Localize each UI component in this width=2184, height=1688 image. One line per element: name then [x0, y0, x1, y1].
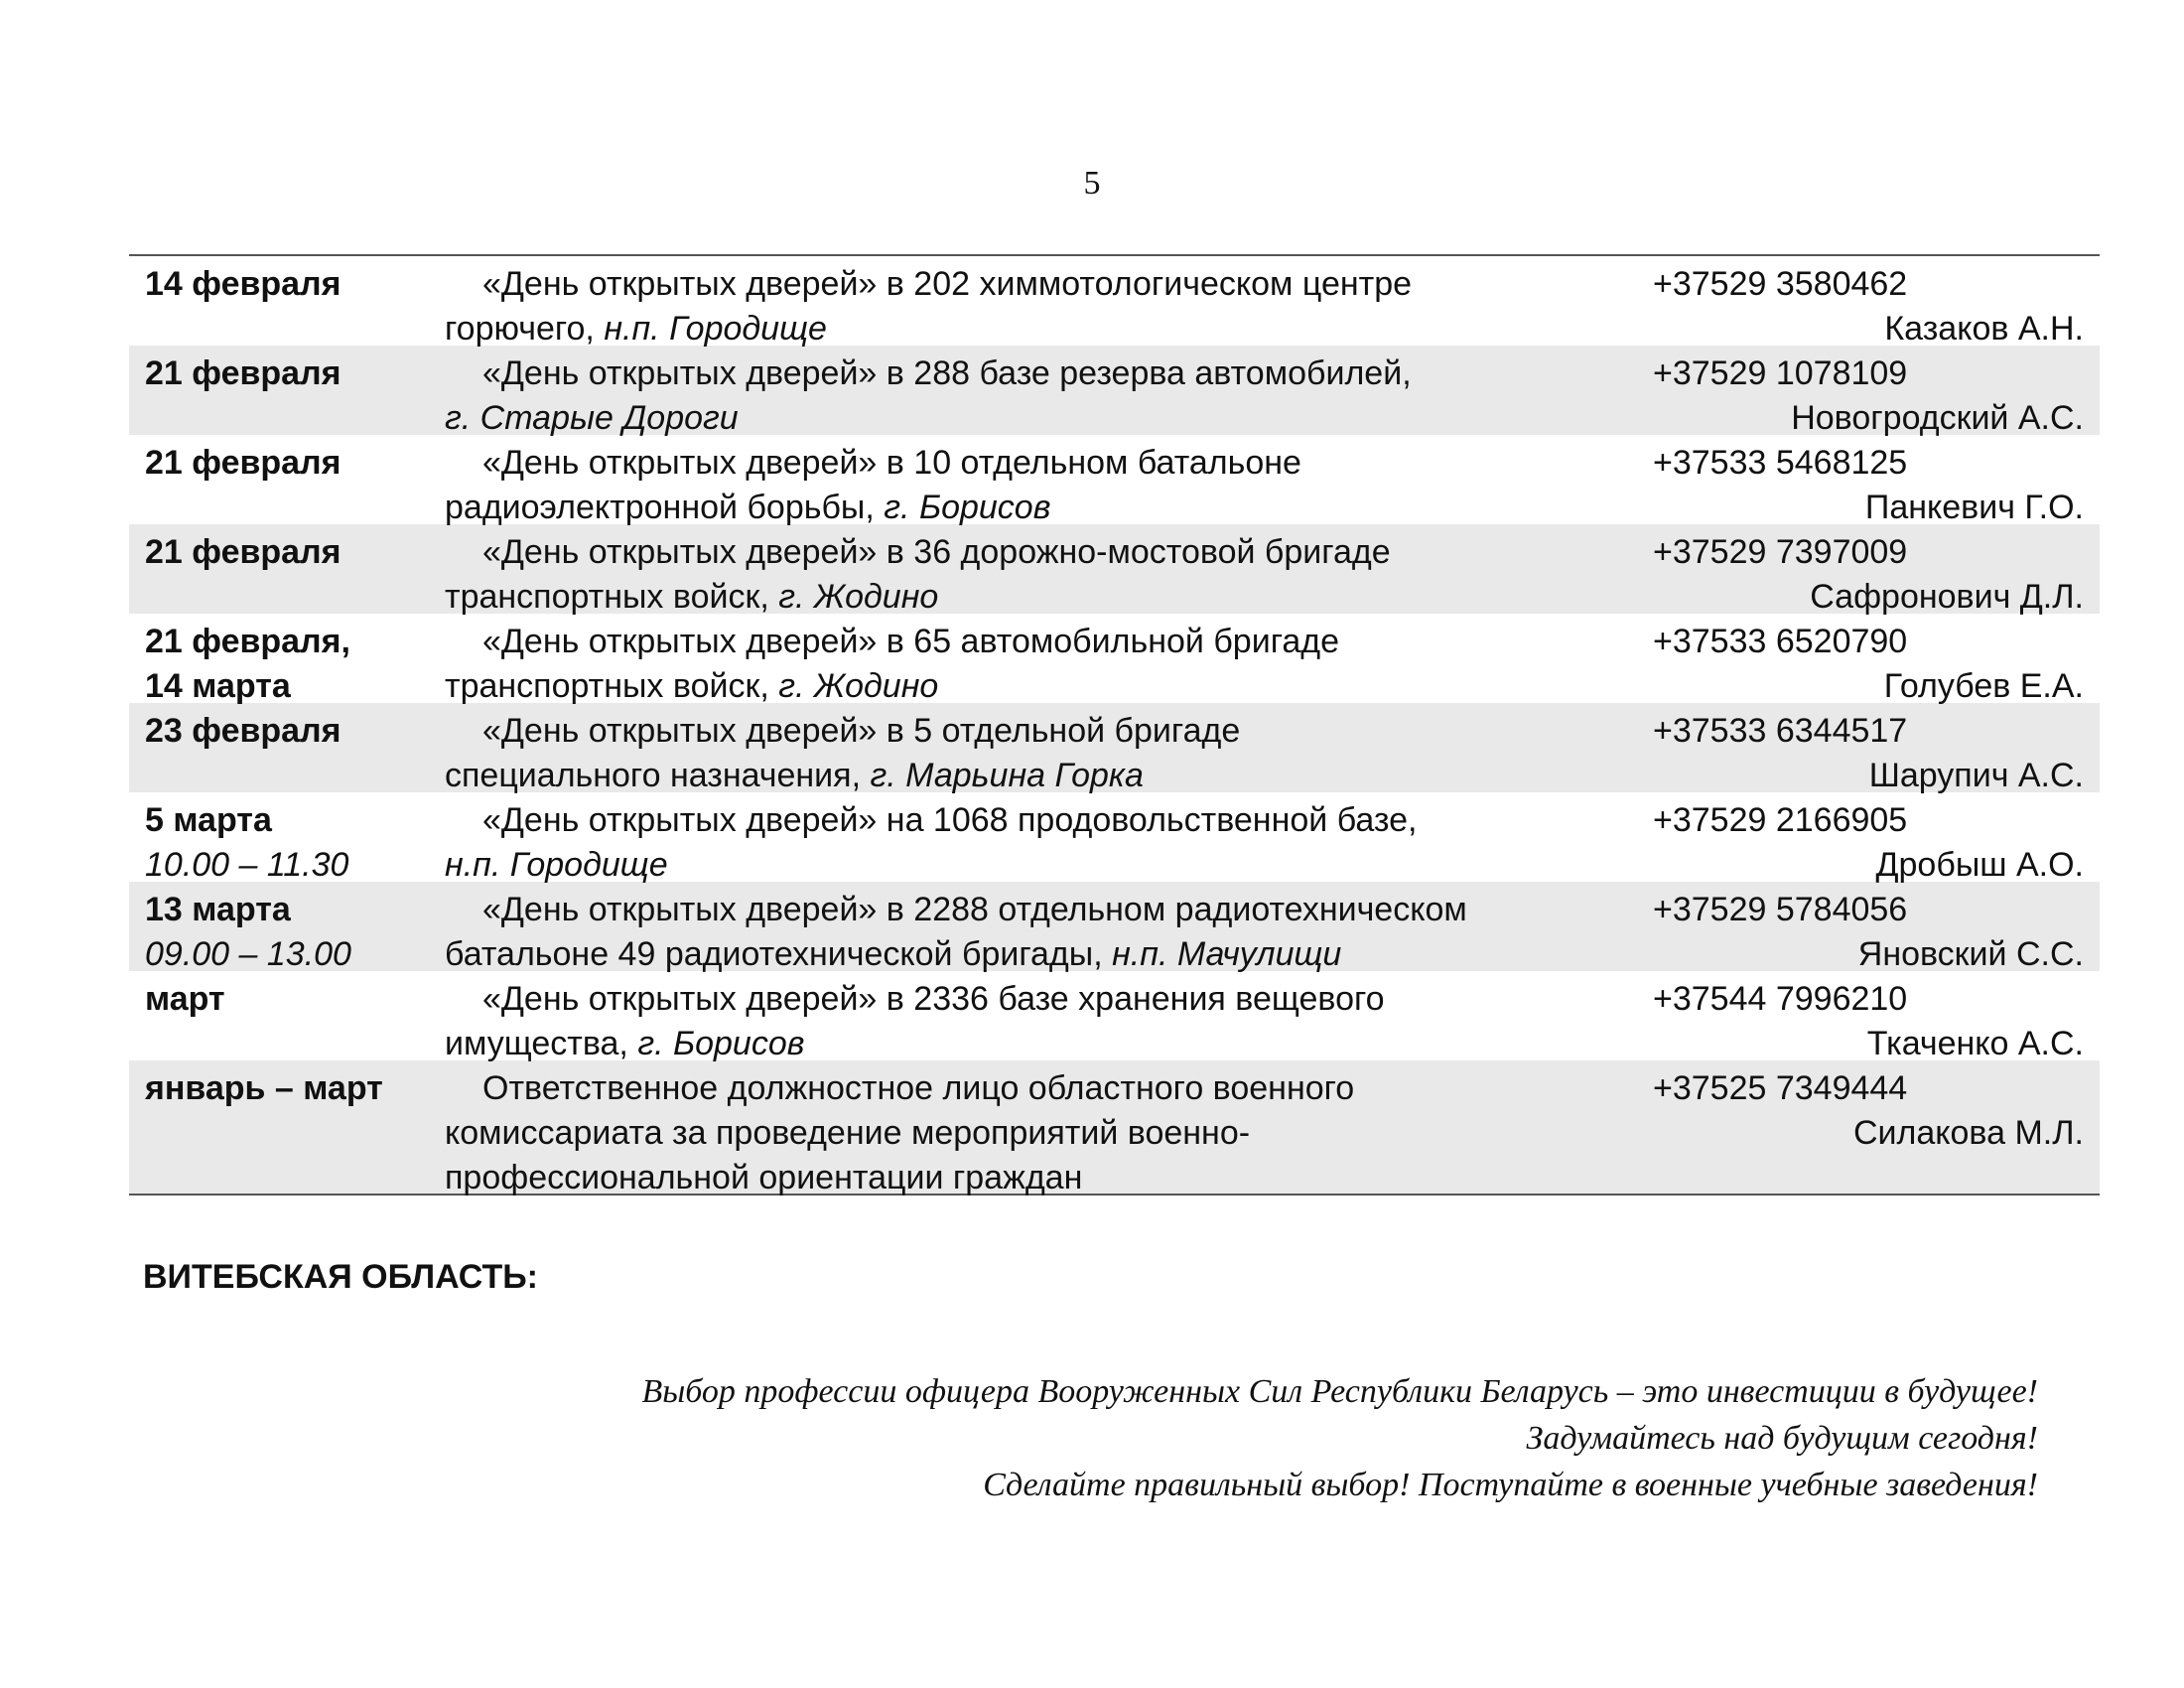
table-row — [129, 971, 2100, 1060]
slogan-line: Задумайтесь над будущим сегодня! — [1526, 1420, 2038, 1457]
event-description: «День открытых дверей» в 5 отдельной бригаде — [482, 712, 1241, 750]
event-date: 14 февраля — [145, 265, 341, 303]
contact-phone: +37529 2166905 — [1653, 801, 1908, 839]
event-date-second: 14 марта — [145, 667, 291, 705]
event-date: 21 февраля, — [145, 623, 350, 660]
contact-person: Дробыш А.О. — [1875, 846, 2084, 884]
event-description: «День открытых дверей» в 65 автомобильной бригаде — [482, 623, 1339, 660]
event-location: г. Жодино — [778, 578, 939, 616]
event-location: г. Марьина Горка — [870, 757, 1144, 794]
contact-phone: +37544 7996210 — [1653, 980, 1908, 1018]
date-cell — [129, 614, 445, 703]
contact-person: Ткаченко А.С. — [1866, 1025, 2084, 1062]
contact-cell — [1653, 435, 2100, 524]
event-location: г. Жодино — [778, 667, 939, 705]
slogan-line: Выбор профессии офицера Вооруженных Сил Республики Беларусь – это инвестиции в будущее! — [641, 1373, 2038, 1410]
event-time: 09.00 – 13.00 — [145, 935, 351, 973]
event-cell — [445, 971, 1653, 1060]
date-cell — [129, 524, 445, 614]
contact-phone: +37529 3580462 — [1653, 265, 1908, 303]
contact-person: Шарупич А.С. — [1868, 757, 2084, 794]
contact-person: Сафронович Д.Л. — [1810, 578, 2084, 616]
event-location: н.п. Городище — [445, 846, 668, 884]
event-cell — [445, 792, 1653, 882]
event-cell — [445, 256, 1653, 346]
contact-person: Силакова М.Л. — [1852, 1114, 2084, 1152]
date-cell — [129, 1060, 445, 1194]
table-row — [129, 792, 2100, 882]
date-cell — [129, 256, 445, 346]
event-cell — [445, 346, 1653, 435]
event-cell — [445, 703, 1653, 792]
date-cell — [129, 792, 445, 882]
event-description: «День открытых дверей» на 1068 продовольственной базе, — [482, 801, 1418, 839]
contact-cell — [1653, 792, 2100, 882]
table-row — [129, 524, 2100, 614]
event-description-cont: транспортных войск, — [445, 667, 769, 705]
event-description: «День открытых дверей» в 36 дорожно-мостовой бригаде — [482, 533, 1391, 571]
event-date: 23 февраля — [145, 712, 341, 750]
contact-phone: +37533 5468125 — [1653, 444, 1908, 482]
event-cell — [445, 614, 1653, 703]
contact-cell — [1653, 971, 2100, 1060]
contact-cell — [1653, 1060, 2100, 1194]
event-description: «День открытых дверей» в 288 базе резерва автомобилей, — [482, 354, 1412, 392]
table-row — [129, 1060, 2100, 1194]
contact-phone: +37525 7349444 — [1653, 1069, 1908, 1107]
event-cell — [445, 882, 1653, 971]
event-date: январь – март — [145, 1069, 383, 1107]
contact-person: Голубев Е.А. — [1883, 667, 2084, 705]
contact-cell — [1653, 703, 2100, 792]
event-description-cont: транспортных войск, — [445, 578, 769, 616]
region-heading: ВИТЕБСКАЯ ОБЛАСТЬ: — [143, 1258, 539, 1296]
event-description-cont: комиссариата за проведение мероприятий военно- — [445, 1114, 1251, 1152]
event-time: 10.00 – 11.30 — [145, 846, 349, 884]
event-date: 21 февраля — [145, 444, 341, 482]
contact-phone: +37529 1078109 — [1653, 354, 1908, 392]
date-cell — [129, 882, 445, 971]
event-cell — [445, 435, 1653, 524]
contact-cell — [1653, 614, 2100, 703]
contact-cell — [1653, 524, 2100, 614]
contact-person: Панкевич Г.О. — [1864, 489, 2084, 526]
event-location: н.п. Мачулищи — [1112, 935, 1342, 973]
slogan-line: Сделайте правильный выбор! Поступайте в военные учебные заведения! — [983, 1467, 2038, 1503]
table-row — [129, 435, 2100, 524]
slogans-block — [641, 1368, 2038, 1508]
event-date: 5 марта — [145, 801, 272, 839]
contact-person: Новогродский А.С. — [1791, 399, 2084, 437]
event-description-cont: горючего, — [445, 310, 595, 348]
event-date: 21 февраля — [145, 354, 341, 392]
event-description-cont: радиоэлектронной борьбы, — [445, 489, 875, 526]
event-location: г. Старые Дороги — [445, 399, 739, 437]
table-row — [129, 703, 2100, 792]
events-table — [129, 254, 2100, 1196]
event-date: 13 марта — [145, 891, 291, 928]
table-row — [129, 346, 2100, 435]
contact-phone: +37533 6520790 — [1653, 623, 1908, 660]
event-cell — [445, 1060, 1653, 1194]
event-location: г. Борисов — [637, 1025, 805, 1062]
event-cell — [445, 524, 1653, 614]
date-cell — [129, 435, 445, 524]
event-description-cont: профессиональной ориентации граждан — [445, 1159, 1083, 1196]
contact-phone: +37533 6344517 — [1653, 712, 1908, 750]
table-row — [129, 256, 2100, 346]
table-row — [129, 882, 2100, 971]
event-description-cont: специального назначения, — [445, 757, 862, 794]
event-description: Ответственное должностное лицо областного военного — [482, 1069, 1355, 1107]
event-description: «День открытых дверей» в 2288 отдельном радиотехническом — [482, 891, 1467, 928]
contact-person: Яновский С.С. — [1857, 935, 2084, 973]
event-description: «День открытых дверей» в 2336 базе хранения вещевого — [482, 980, 1385, 1018]
date-cell — [129, 971, 445, 1060]
event-description-cont: батальоне 49 радиотехнической бригады, — [445, 935, 1103, 973]
contact-phone: +37529 5784056 — [1653, 891, 1908, 928]
contact-person: Казаков А.Н. — [1884, 310, 2084, 348]
contact-cell — [1653, 346, 2100, 435]
contact-cell — [1653, 882, 2100, 971]
event-location: н.п. Городище — [604, 310, 827, 348]
event-date: 21 февраля — [145, 533, 341, 571]
event-date: март — [145, 980, 225, 1018]
date-cell — [129, 703, 445, 792]
event-location: г. Борисов — [884, 489, 1051, 526]
contact-cell — [1653, 256, 2100, 346]
contact-phone: +37529 7397009 — [1653, 533, 1908, 571]
date-cell — [129, 346, 445, 435]
event-description-cont: имущества, — [445, 1025, 628, 1062]
event-description: «День открытых дверей» в 10 отдельном батальоне — [482, 444, 1301, 482]
event-description: «День открытых дверей» в 202 химмотологическом центре — [482, 265, 1413, 303]
table-row — [129, 614, 2100, 703]
page-number: 5 — [1083, 165, 1101, 202]
